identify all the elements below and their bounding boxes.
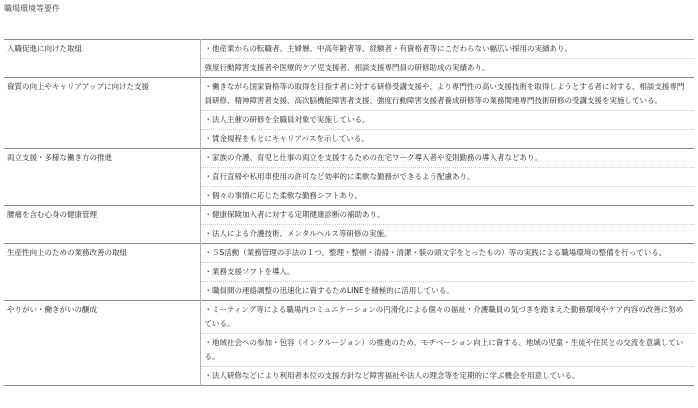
- category-cell: 資質の向上やキャリアアップに向けた支援: [4, 78, 200, 149]
- list-item: ・家族の介護、育児と仕事の両立を支援するための在宅ワーク導入者や変則勤務の導入者などあり。: [204, 153, 542, 162]
- table-row: [4, 206, 694, 244]
- items-cell: [200, 149, 694, 206]
- list-item: ・他産業からの転職者、主婦層、中高年齢者等、経験者・有資格者等にこだわらない幅広い採用の実績あり。: [204, 44, 572, 53]
- items-cell: [200, 40, 694, 78]
- list-item: ・業務支援ソフトを導入。: [201, 262, 695, 281]
- items-cell: [200, 301, 694, 386]
- category-cell: 入職促進に向けた取組: [4, 40, 200, 78]
- table-row: [4, 301, 694, 386]
- list-item: ・賃金規程をもとにキャリアパスを示している。: [201, 129, 695, 148]
- list-item: ・法人による介護技術、メンタルヘルス等研修の実施。: [201, 224, 695, 243]
- requirements-table-body: [4, 40, 694, 386]
- table-row: [4, 78, 694, 149]
- list-item: ・地域社会への参加・包容（インクルージョン）の推進のため、モチベーション向上に資する、地域の児童・生徒や住民との交流を意識している。: [201, 333, 695, 366]
- list-item: 強度行動障害支援者や医療的ケア児支援者、相談支援専門員の研修助成の実績あり。: [201, 58, 695, 77]
- items-cell: [200, 78, 694, 149]
- list-item: ・５S活動（業務管理の手法の１つ。整理・整頓・清掃・清潔・躾の頭文字をとったもの）等の実践による職場環境の整備を行っている。: [204, 248, 667, 257]
- requirements-table: [4, 39, 694, 386]
- table-row: [4, 149, 694, 206]
- items-cell: [200, 244, 694, 301]
- list-item: ・ミーティング等による職場内コミュニケーションの円滑化による個々の福祉・介護職員の気づきを踏まえた勤務環境やケア内容の改善に努めている。: [204, 305, 684, 328]
- list-item: ・個々の事情に応じた柔軟な勤務シフトあり。: [201, 186, 695, 205]
- category-cell: 生産性向上のための業務改善の取組: [4, 244, 200, 301]
- list-item: ・直行直帰や私用車使用の許可など効率的に柔軟な勤務ができるよう配慮あり。: [201, 167, 695, 186]
- category-cell: 腰痛を含む心身の健康管理: [4, 206, 200, 244]
- category-cell: 両立支援・多様な働き方の推進: [4, 149, 200, 206]
- category-cell: やりがい・働きがいの醸成: [4, 301, 200, 386]
- list-item: ・法人研修などにより利用者本位の支援方針など障害福祉や法人の理念等を定期的に学ぶ機会を用意している。: [201, 366, 695, 385]
- list-item: ・働きながら国家資格等の取得を目指す者に対する研修受講支援や、より専門性の高い支援技術を取得しようとする者に対する、相談支援専門員研修、精神障害者支援、高次脳機能障害者支援、強度行動障害支援者養成研修等の業務関連専門技術研修の受講支援を実施している。: [204, 82, 685, 105]
- page-title: 職場環境等要件: [4, 4, 60, 13]
- items-cell: [200, 206, 694, 244]
- table-row: [4, 244, 694, 301]
- list-item: ・健康保険加入者に対する定期健康診断の補助あり。: [204, 210, 385, 219]
- list-item: ・法人主催の研修を全職員対象で実施している。: [201, 110, 695, 129]
- table-row: [4, 40, 694, 78]
- list-item: ・職員間の連絡調整の迅速化に資するためLINEを積極的に活用している。: [201, 281, 695, 300]
